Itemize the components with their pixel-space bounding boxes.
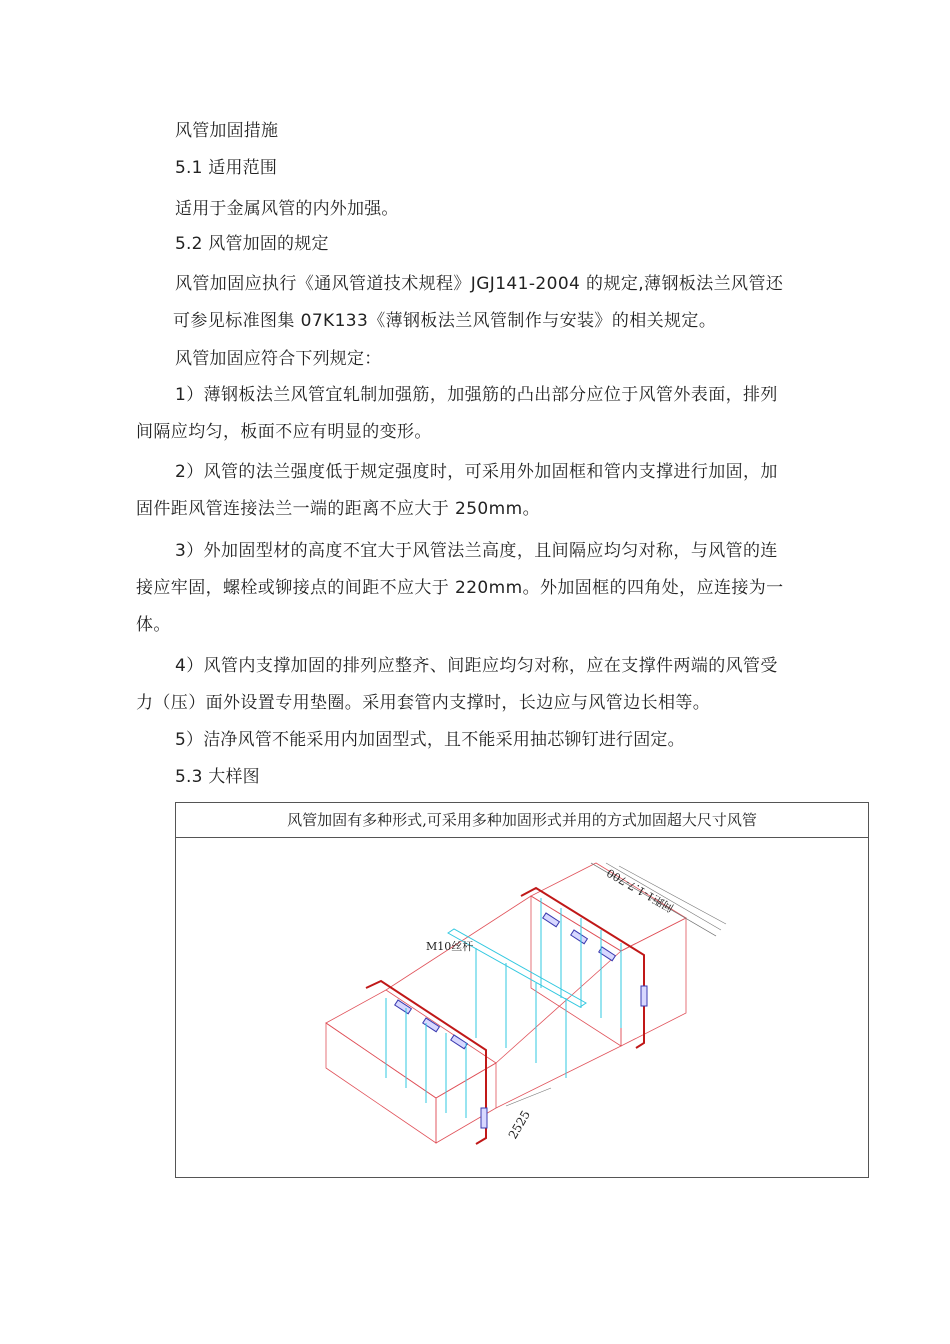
section-5-2-title: 5.2 风管加固的规定: [175, 234, 329, 254]
figure-caption: 风管加固有多种形式,可采用多种加固形式并用的方式加固超大尺寸风管: [176, 803, 868, 838]
list-item-line: 2）风管的法兰强度低于规定强度时，可采用外加固框和管内支撑进行加固，加: [175, 462, 778, 482]
section-5-3-title: 5.3 大样图: [175, 767, 260, 787]
list-item-line: 体。: [136, 615, 171, 635]
paragraph-line: 风管加固应执行《通风管道技术规程》JGJ141-2004 的规定,薄钢板法兰风管还: [175, 274, 784, 294]
list-item-line: 间隔应均匀，板面不应有明显的变形。: [136, 422, 432, 442]
dimension-label: 2525: [505, 1107, 534, 1142]
section-heading: 风管加固措施: [175, 121, 279, 141]
section-5-1-text: 适用于金属风管的内外加强。: [175, 199, 399, 219]
paragraph-intro: 风管加固应符合下列规定：: [175, 349, 382, 369]
list-item-line: 固件距风管连接法兰一端的距离不应大于 250mm。: [136, 499, 540, 519]
list-item-line: 1）薄钢板法兰风管宜轧制加强筋，加强筋的凸出部分应位于风管外表面，排列: [175, 385, 778, 405]
list-item-3: [136, 540, 837, 651]
section-5-1-title: 5.1 适用范围: [175, 158, 278, 178]
figure-box: [175, 802, 869, 1178]
list-item-line: 接应牢固，螺栓或铆接点的间距不应大于 220mm。外加固框的四角处，应连接为一: [136, 578, 784, 598]
duct-reinforcement-drawing: [176, 838, 868, 1178]
list-item-1: [136, 384, 837, 458]
list-item-line: 力（压）面外设置专用垫圈。采用套管内支撑时，长边应与风管边长相等。: [136, 693, 711, 713]
spacing-label: 间距1-1.7-700: [604, 865, 676, 915]
paragraph-spec: [175, 273, 837, 347]
list-item-line: 4）风管内支撑加固的排列应整齐、间距应均匀对称，应在支撑件两端的风管受: [175, 656, 778, 676]
list-item-4: [136, 655, 837, 729]
paragraph-line: 可参见标准图集 07K133《薄钢板法兰风管制作与安装》的相关规定。: [173, 311, 717, 331]
list-item-2: [136, 461, 837, 535]
list-item-line: 3）外加固型材的高度不宜大于风管法兰高度，且间隔应均匀对称，与风管的连: [175, 541, 778, 561]
list-item-5: 5）洁净风管不能采用内加固型式，且不能采用抽芯铆钉进行固定。: [175, 730, 685, 750]
rod-label: M10丝杆: [426, 940, 474, 953]
